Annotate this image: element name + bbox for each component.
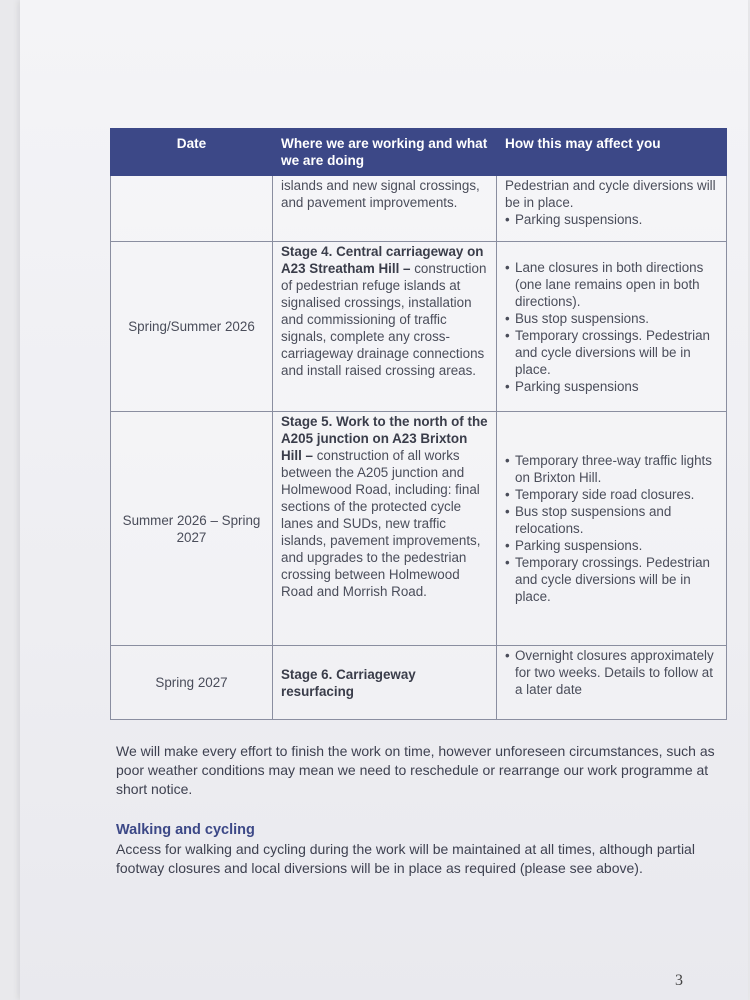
row-description [273, 646, 497, 720]
description-text: construction of pedestrian refuge islands at signalised crossings, installation and commissioning of traffic signals, complete any cross-carriageway drainage connections and install raised crossing areas. [281, 261, 487, 378]
row-date: Spring/Summer 2026 [111, 242, 273, 412]
table-header-row [111, 129, 727, 176]
effect-item: • Temporary side road closures. [505, 486, 718, 503]
row-effects [497, 242, 727, 412]
table-row [111, 412, 727, 646]
effect-item: • Temporary crossings. Pedestrian and cycle diversions will be in place. [505, 327, 718, 378]
row-effects [497, 176, 727, 242]
row-date [111, 176, 273, 242]
row-description [273, 242, 497, 412]
effect-item: • Parking suspensions. [505, 537, 718, 554]
effect-item: • Parking suspensions. [505, 211, 718, 228]
walking-cycling-text: Access for walking and cycling during the work will be maintained at all times, although partial footway closures and local diversions will be in place as required (please see above). [116, 841, 695, 876]
walking-cycling-heading: Walking and cycling [116, 822, 255, 838]
effect-item: • Bus stop suspensions and relocations. [505, 503, 718, 537]
effect-item: • Overnight closures approximately for two weeks. Details to follow at a later date [505, 647, 718, 698]
header-affect: How this may affect you [497, 129, 727, 176]
effect-item: • Parking suspensions [505, 378, 718, 395]
table-row [111, 242, 727, 412]
stage-title: Stage 6. Carriageway resurfacing [281, 666, 416, 699]
table-row [111, 176, 727, 242]
effect-item: • Temporary three-way traffic lights on Brixton Hill. [505, 452, 718, 486]
header-date: Date [111, 129, 273, 176]
effect-item: • Lane closures in both directions (one lane remains open in both directions). [505, 259, 718, 310]
effect-item: • Temporary crossings. Pedestrian and cycle diversions will be in place. [505, 554, 718, 605]
description-text: islands and new signal crossings, and pavement improvements. [281, 178, 480, 210]
row-description [273, 176, 497, 242]
row-description [273, 412, 497, 646]
row-effects [497, 646, 727, 720]
works-schedule-table [110, 128, 727, 720]
stage-title: Stage 4. Central carriageway on A23 Streatham Hill – [281, 244, 484, 276]
row-effects [497, 412, 727, 646]
document-page [20, 0, 748, 1000]
description-text: construction of all works between the A205 junction and Holmewood Road, including: final sections of the protected cycle lanes and SUDs, new traffic islands, pavement improvements, and upgrades to the pedestrian crossing between Holmewood Road and Morrish Road. [281, 448, 481, 599]
page-number: 3 [675, 972, 683, 989]
schedule-note: We will make every effort to finish the work on time, however unforeseen circumstances, such as poor weather conditions may mean we need to reschedule or rearrange our work programme at short notice. [116, 743, 715, 797]
stage-title: Stage 5. Work to the north of the A205 junction on A23 Brixton Hill – [281, 414, 488, 463]
row-date: Summer 2026 – Spring 2027 [111, 412, 273, 646]
table-row [111, 646, 727, 720]
effect-item: Pedestrian and cycle diversions will be in place. [505, 178, 716, 210]
row-date: Spring 2027 [111, 646, 273, 720]
effect-item: • Bus stop suspensions. [505, 310, 718, 327]
header-where: Where we are working and what we are doing [273, 129, 497, 176]
